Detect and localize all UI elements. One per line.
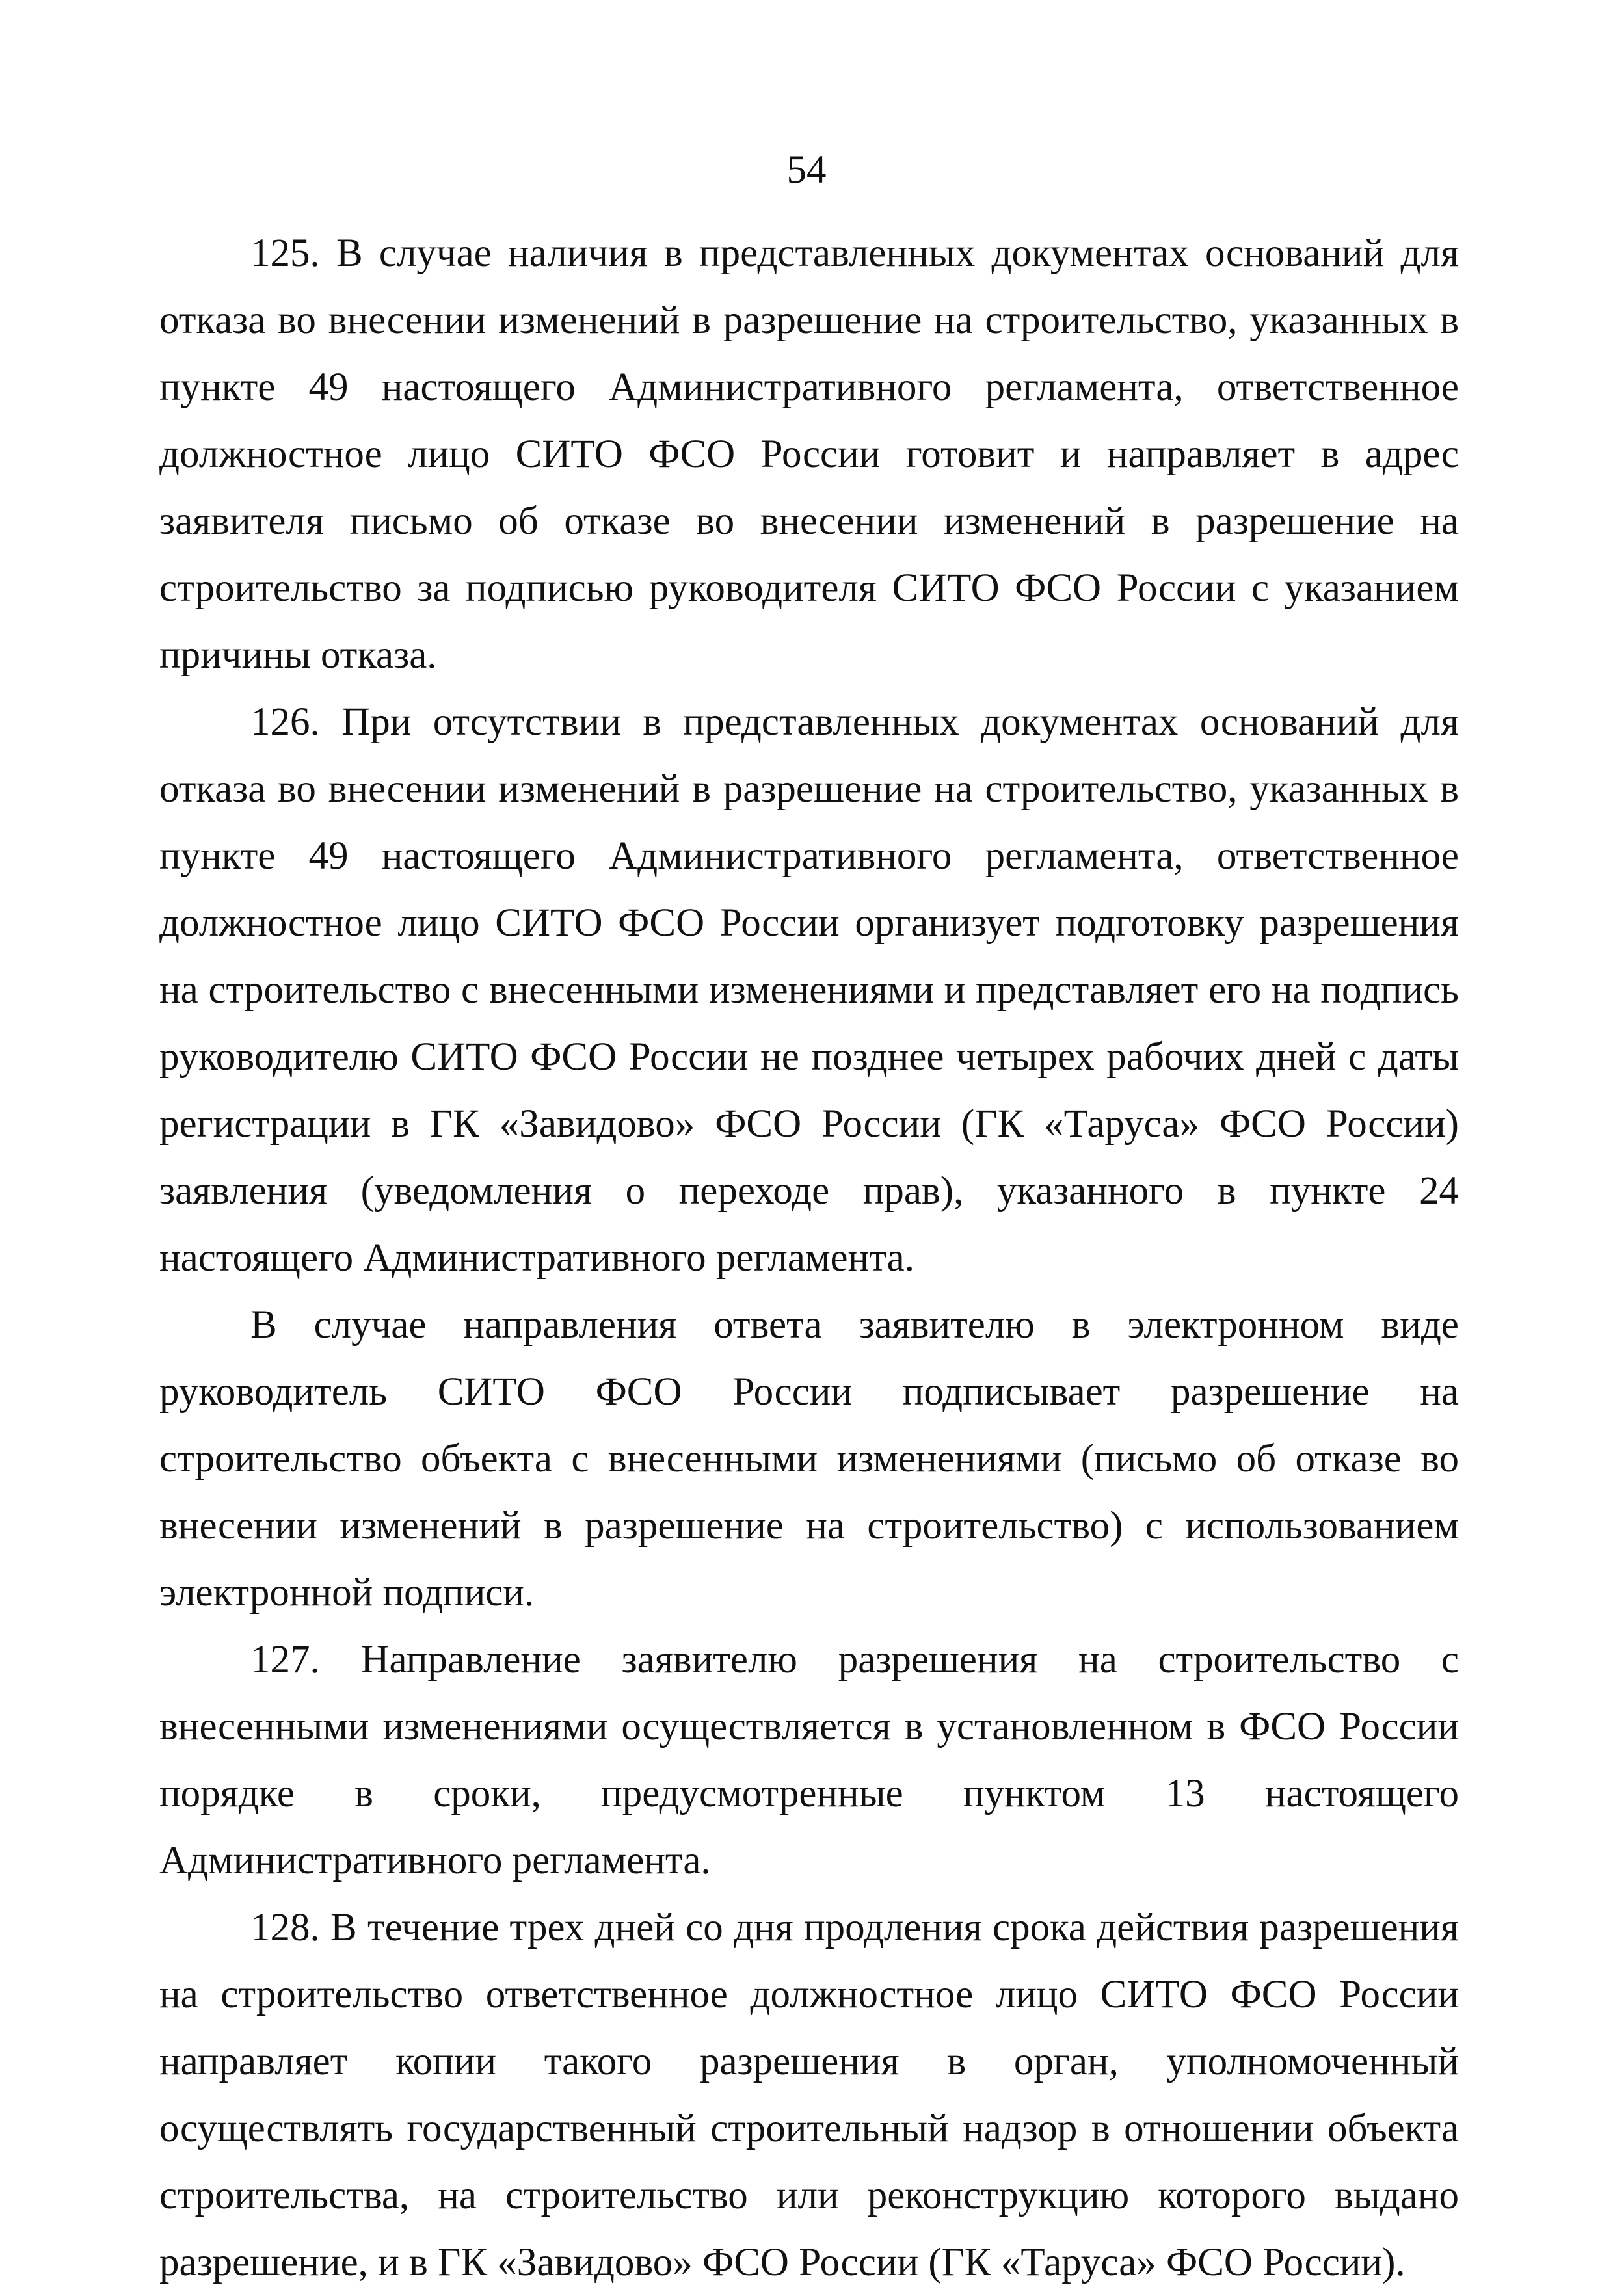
document-body: [159, 220, 1459, 2296]
paragraph-128: 128. В течение трех дней со дня продления срока действия разрешения на строительство ответственное должностное лицо СИТО ФСО России направляет копии такого разрешения в орган, уполномоченный осуществлять государственный строительный надзор в отношении объекта строительства, на строительство или реконструкцию которого выдано разрешение, и в ГК «Завидово» ФСО России (ГК «Таруса» ФСО России).: [159, 1906, 1459, 2284]
paragraph-127: 127. Направление заявителю разрешения на строительство с внесенными изменениями осуществляется в установленном в ФСО России порядке в сроки, предусмотренные пунктом 13 настоящего Административного регламента.: [159, 1638, 1459, 1882]
paragraph-electronic-signature: В случае направления ответа заявителю в электронном виде руководитель СИТО ФСО России подписывает разрешение на строительство объекта с внесенными изменениями (письмо об отказе во внесении изменений в разрешение на строительство) с использованием электронной подписи.: [159, 1303, 1459, 1615]
page-number: 54: [786, 148, 827, 192]
paragraph-125: 125. В случае наличия в представленных документах оснований для отказа во внесении изменений в разрешение на строительство, указанных в пункте 49 настоящего Административного регламента, ответственное должностное лицо СИТО ФСО России готовит и направляет в адрес заявителя письмо об отказе во внесении изменений в разрешение на строительство за подписью руководителя СИТО ФСО России с указанием причины отказа.: [159, 231, 1459, 677]
paragraph-126: 126. При отсутствии в представленных документах оснований для отказа во внесении изменений в разрешение на строительство, указанных в пункте 49 настоящего Административного регламента, ответственное должностное лицо СИТО ФСО России организует подготовку разрешения на строительство с внесенными изменениями и представляет его на подпись руководителю СИТО ФСО России не позднее четырех рабочих дней с даты регистрации в ГК «Завидово» ФСО России (ГК «Таруса» ФСО России) заявления (уведомления о переходе прав), указанного в пункте 24 настоящего Административного регламента.: [159, 700, 1459, 1280]
